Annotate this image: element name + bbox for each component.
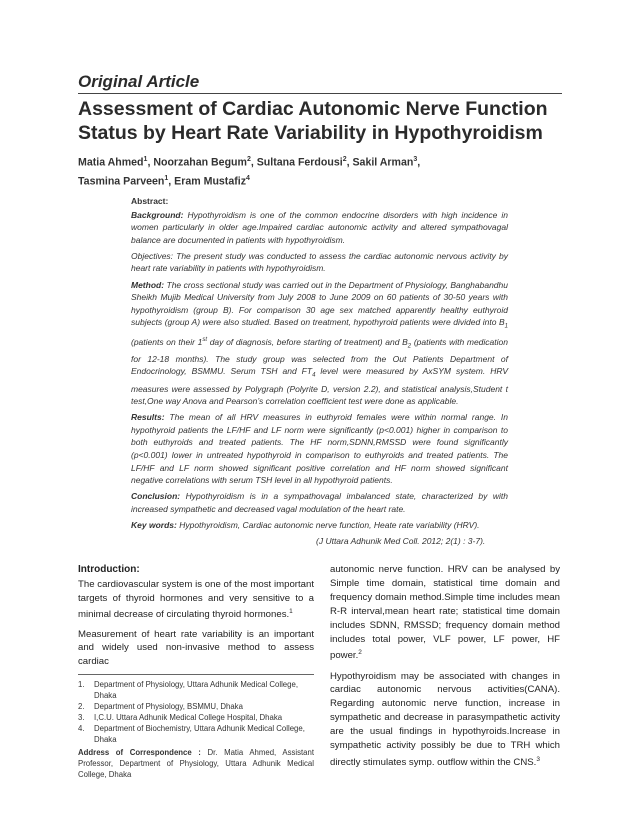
reference-marker: 2 (358, 649, 362, 657)
footnote-rule (78, 674, 314, 675)
body-paragraph-text: autonomic nerve function. HRV can be analysed by Simple time domain, statistical time domain and frequency domain method.Simple time includes mean R-R interval,mean heart rate; statistical time domain includes SDNN, RMSSD; frequency domain method includes total power, VLF power, LF power, HF power. (330, 564, 560, 662)
intro-paragraph: Measurement of heart rate variability is an important and widely used non-invasive method to assess cardiac (78, 628, 314, 667)
author-name: Matia Ahmed (78, 156, 144, 169)
abstract-keywords (131, 519, 508, 532)
footnote-text: Department of Physiology, BSMMU, Dhaka (94, 702, 243, 712)
abstract-background (131, 209, 508, 247)
author-name: Eram Mustafiz (174, 175, 246, 188)
method-text: (patients on their 1 (131, 336, 203, 347)
body-paragraph (330, 563, 560, 664)
abstract-conclusion (131, 490, 508, 515)
footnote-number: 1. (78, 680, 85, 690)
abstract-results (131, 411, 508, 487)
abstract (131, 195, 508, 535)
method-superscript: st (202, 336, 208, 343)
method-subscript: 1 (504, 324, 508, 331)
header-rule (78, 93, 562, 94)
footnote-item (78, 712, 314, 723)
keywords-label: Key words: (131, 520, 177, 531)
abstract-method (131, 279, 508, 408)
method-text: level were measured by AxSYM system. HRV measures were assessed by Polygraph (Polyrite D, version 2.2), and statistical analysis,Student t test,One way Anova and Pearson’s correlation coefficient test were done as applicable. (131, 366, 508, 407)
conclusion-label: Conclusion: (131, 491, 181, 502)
reference-marker: 1 (289, 608, 293, 616)
footnote-item (78, 723, 314, 745)
author-affiliation: 3 (413, 156, 418, 163)
author-list: Matia Ahmed$^1$, Noorzahan Begum$^2$, Sultana Ferdousi$^2$, Sakil Arman$^3$, Tasmina Parveen$^1$, Eram Mustafiz$^4$ (78, 156, 421, 188)
correspondence-text: Dr. Matia Ahmed, Assistant Professor, Department of Physiology, Uttara Adhunik Medical College, Dhaka (78, 748, 315, 780)
footnote-number: 3. (78, 713, 85, 723)
author-affiliation: 1 (164, 174, 169, 182)
footnote-text: Department of Biochemistry, Uttara Adhunik Medical College, Dhaka (94, 724, 305, 745)
method-label: Method: (131, 279, 165, 290)
correspondence-address (78, 747, 314, 780)
method-text: day of diagnosis, before starting of treatment) and B (207, 336, 408, 347)
author-affiliation: 2 (342, 156, 347, 163)
results-label: Results: (131, 412, 165, 423)
author-affiliation: 1 (143, 156, 148, 163)
footnote-item (78, 679, 314, 701)
intro-paragraph-text: The cardiovascular system is one of the most important targets of thyroid hormones and very sensitive to a minimal decrease of circulating thyroid hormones. (78, 579, 314, 621)
correspondence-label: Address of Correspondence : (78, 748, 201, 758)
reference-marker: 3 (536, 755, 540, 763)
background-label: Background: (131, 209, 184, 220)
method-text: The cross sectional study was carried out in the Department of Physiology, Banghabandhu Sheikh Mujib Medical University from July 2008 to June 2009 on 60 patients of 30-50 years with hypothyroidism (group B). For comparison 30 age sex matched apparently healthy euthyroid subjects (group A) were also studied. Based on treatment, hypothyroid patients were divided into B (131, 279, 508, 328)
method-subscript: 2 (407, 343, 412, 350)
body-paragraph-text: Hypothyroidism may be associated with changes in cardiac autonomic nervous activities(CANA). Regarding autonomic nerve function, increase in sympathetic and decrease in parasympathetic activity are the usual findings in hypothyroids.Increase in sympathetic activity possibly be due to TRH which directly stimulates symp. outflow within the CNS. (330, 670, 560, 769)
author-name: Sultana Ferdousi (256, 156, 343, 169)
footnote-text: Department of Physiology, Uttara Adhunik Medical College, Dhaka (94, 680, 298, 701)
footnotes (78, 679, 314, 780)
author-affiliation: 2 (246, 156, 251, 163)
left-column (78, 563, 314, 780)
author-name: Tasmina Parveen (78, 175, 165, 188)
journal-citation: (J Uttara Adhunik Med Coll. 2012; 2(1) : 3-7). (316, 536, 486, 546)
introduction-heading: Introduction: (78, 564, 140, 575)
author-affiliation: 4 (246, 174, 250, 182)
conclusion-text: Hypothyroidism is in a sympathovagal imbalanced state, characterized by with increased sympathetic and decreased vagal modulation of the heart rate. (131, 491, 508, 514)
author-name: Sakil Arman (352, 156, 414, 169)
right-column (330, 563, 560, 776)
method-text: (patients with medication for 12-18 months). The study group was selected from the Out Patients Department of Endocrinology, BSMMU. Serum TSH and FT (131, 336, 508, 377)
keywords-text: Hypothyroidism, Cardiac autonomic nerve function, Heate rate variability (HRV). (179, 520, 480, 531)
results-text: The mean of all HRV measures in euthyroid females were within normal range. In hypothyroid patients the LF/HF and LF norm were significantly (p<0.001) higher in comparison to both euthyroids and treated patients. The HF norm,SDNN,RMSSD were found significantly (p<0.001) lower in untreated hypothyroid in comparison to euthyroids and treated patients. The LF/HF and LF norm showed significant positive correlation and HF norm showed significant negative correlations with serum TSH level in all hypothyroid patients. (131, 412, 508, 486)
article-type: Original Article (78, 72, 200, 91)
abstract-heading: Abstract: (131, 196, 169, 206)
footnote-number: 4. (78, 724, 85, 734)
intro-paragraph (78, 578, 314, 621)
footnote-number: 2. (78, 702, 85, 712)
footnote-item (78, 701, 314, 712)
abstract-objectives: Objectives: The present study was conducted to assess the cardiac autonomic nervous activity by heart rate variability in patients with hypothyroidism. (131, 250, 508, 274)
background-text: Hypothyroidism is one of the common endocrine disorders with high incidence in women particularly in older age.Impaired cardiac autonomic activity and altered sympathovagal balance are documented in patients with hypothyroidism. (131, 209, 508, 245)
method-subscript: 4 (312, 373, 316, 380)
author-name: Noorzahan Begum (153, 156, 247, 169)
article-title: Assessment of Cardiac Autonomic Nerve Function Status by Heart Rate Variability in Hypothyroidism (78, 98, 548, 144)
body-paragraph (330, 670, 560, 771)
footnote-text: I,C.U. Uttara Adhunik Medical College Hospital, Dhaka (94, 713, 283, 723)
